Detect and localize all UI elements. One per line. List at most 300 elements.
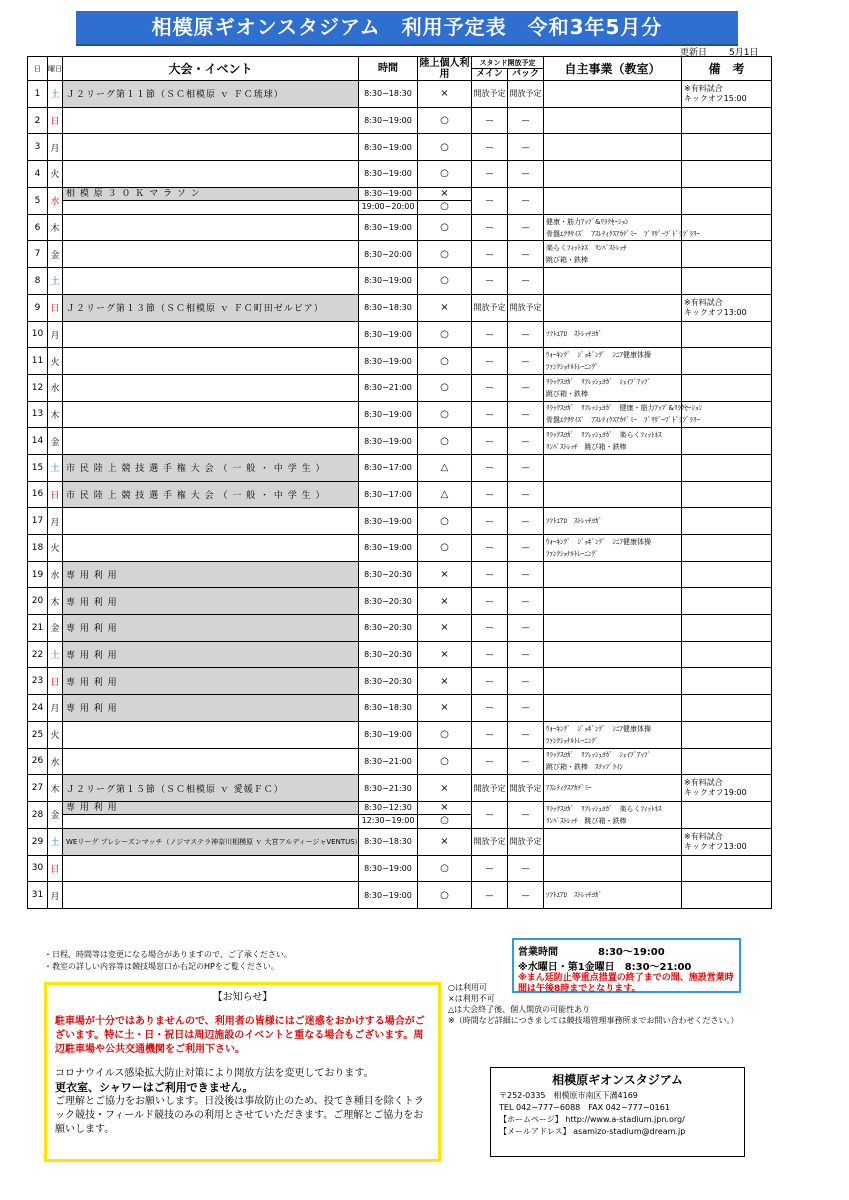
individual-cell: ○: [418, 721, 472, 748]
hours-value: 8:30〜19:00: [598, 947, 665, 958]
event-cell: [63, 107, 359, 134]
day-cell: 14: [28, 428, 48, 455]
legend: [448, 982, 739, 1026]
time-value: 8:30−19:00: [364, 188, 412, 198]
day-cell: 15: [28, 454, 48, 481]
remarks-cell: [682, 481, 772, 508]
event-cell: 専 用 利 用: [63, 668, 359, 695]
time-cell: 8:30−19:00: [359, 161, 418, 188]
remarks-cell: [682, 241, 772, 268]
time-cell: 8:30−20:30: [359, 588, 418, 615]
event-cell: [63, 801, 359, 828]
individual-cell: ×: [418, 588, 472, 615]
event-cell: [63, 428, 359, 455]
time-cell: 8:30−19:00: [359, 428, 418, 455]
individual-cell: ×: [418, 695, 472, 722]
program-line-2: ﾌｧﾝｸｼｮﾅﾙﾄﾚｰﾆﾝｸﾞ: [546, 363, 599, 372]
day-cell: 7: [28, 241, 48, 268]
table-row: [28, 855, 772, 882]
remarks-cell: [682, 187, 772, 214]
stand-main-cell: 開放予定: [472, 775, 508, 802]
stand-main-cell: —: [472, 161, 508, 188]
stand-back-cell: —: [508, 508, 544, 535]
program-cell: [544, 241, 682, 268]
individual-cell: ×: [418, 775, 472, 802]
day-cell: 2: [28, 107, 48, 134]
legend-item: ○は利用可: [448, 983, 487, 992]
program-cell: [544, 187, 682, 214]
event-cell: 専 用 利 用: [63, 695, 359, 722]
program-line-2: 跳び箱・鉄棒 ｽﾃｯﾌﾟﾗｲﾝ: [546, 763, 623, 772]
remarks-cell: [682, 134, 772, 161]
stand-back-cell: 開放予定: [508, 828, 544, 855]
event-cell: 専 用 利 用: [63, 561, 359, 588]
day-cell: 17: [28, 508, 48, 535]
event-cell: 専 用 利 用: [63, 641, 359, 668]
header-main: メイン: [472, 69, 508, 81]
program-cell: [544, 401, 702, 428]
remarks-cell: [682, 81, 772, 108]
stand-main-cell: —: [472, 695, 508, 722]
event-cell: [63, 161, 359, 188]
stand-back-cell: 開放予定: [508, 294, 544, 321]
header-day: 日: [28, 57, 48, 81]
footnote-line: ・日程、時間等は変更になる場合がありますので、ご了承ください。: [44, 950, 292, 959]
individual-cell: ×: [418, 615, 472, 642]
dow-cell: 土: [48, 641, 63, 668]
program-line: ｳｫｰｷﾝｸﾞ ｼﾞｮｷﾞﾝｸﾞ ｼﾆｱ健康体操: [546, 351, 651, 360]
program-cell: [544, 508, 682, 535]
table-row: [28, 348, 772, 375]
stand-back-cell: —: [508, 721, 544, 748]
table-row: [28, 668, 772, 695]
remarks-cell: [682, 695, 772, 722]
remarks-cell: [682, 775, 772, 802]
notice-box: [44, 982, 441, 1162]
table-row: [28, 561, 772, 588]
legend-item: ×は利用不可: [448, 994, 495, 1003]
notice-parking: 駐車場が十分ではありませんので、利用者の皆様にはご迷惑をおかけする場合がございます。特に土・日・祝日は周辺施設のイベントと重なる場合もございます。周辺駐車場や公共交通機関をご利用下さい。: [55, 1016, 425, 1055]
table-row: [28, 134, 772, 161]
stand-main-cell: —: [472, 374, 508, 401]
dow-cell: 金: [48, 801, 63, 828]
stand-main-cell: —: [472, 641, 508, 668]
event-cell: Ｊ２リーグ第１１節（ＳＣ相模原 ｖ ＦＣ琉球）: [63, 81, 359, 108]
time-cell: 8:30−18:30: [359, 828, 418, 855]
hours-warning: ※まん延防止等重点措置の終了までの間、施設営業時間は午後8時までとなります。: [518, 973, 734, 994]
program-line: ｿﾌﾄｴｱﾛ ｽﾄﾚｯﾁﾖｶﾞ: [546, 891, 602, 900]
dow-cell: 日: [48, 855, 63, 882]
day-cell: 31: [28, 882, 48, 909]
footnote-line: ・教室の詳しい内容等は競技場窓口か右記のHPをご覧ください。: [44, 962, 279, 971]
program-line: 楽らくﾌｨｯﾄﾈｽ ﾘﾝﾊﾟｽﾄﾚｯﾁ: [546, 244, 627, 253]
table-row: [28, 481, 772, 508]
stand-main-cell: —: [472, 748, 508, 775]
time-value-2: 12:30−19:00: [359, 814, 417, 828]
stand-main-cell: —: [472, 187, 508, 214]
individual-cell: ×: [418, 828, 472, 855]
individual-cell: ×: [418, 81, 472, 108]
dow-cell: 火: [48, 161, 63, 188]
event-cell: [63, 241, 359, 268]
stand-back-cell: —: [508, 321, 544, 348]
stand-back-cell: —: [508, 641, 544, 668]
table-row: [28, 107, 772, 134]
event-cell: Ｊ２リーグ第１５節（ＳＣ相模原 ｖ 愛媛ＦＣ）: [63, 775, 359, 802]
individual-cell: ○: [418, 348, 472, 375]
stand-main-cell: —: [472, 107, 508, 134]
time-cell: 8:30−19:00: [359, 855, 418, 882]
stand-main-cell: —: [472, 801, 508, 828]
remarks-line-2: キックオフ13:00: [684, 841, 747, 851]
program-cell: [544, 641, 682, 668]
individual-mark-2: ○: [418, 814, 471, 828]
day-cell: 29: [28, 828, 48, 855]
hours-label-2: ※水曜日・第1金曜日: [518, 962, 615, 973]
stand-main-cell: —: [472, 454, 508, 481]
stand-back-cell: 開放予定: [508, 775, 544, 802]
program-line: ｱｽﾚﾃｨｸｽｱｶﾃﾞﾐｰ: [546, 784, 592, 793]
program-cell: [544, 481, 682, 508]
program-line: ﾘﾗｯｸｽﾖｶﾞ ﾘﾌﾚｯｼｭﾖｶﾞ 健康・筋力ｱｯﾌﾟ&ﾘﾗｸｾｰｼｮﾝ: [546, 404, 702, 413]
dow-cell: 月: [48, 508, 63, 535]
notice-title: 【お知らせ】: [212, 992, 273, 1003]
stand-back-cell: —: [508, 214, 544, 241]
remarks-line: ※有料試合: [684, 778, 723, 788]
dow-cell: 月: [48, 321, 63, 348]
program-cell: [544, 268, 682, 295]
table-row: [28, 882, 772, 909]
hours-label: 営業時間: [518, 947, 558, 958]
dow-cell: 日: [48, 481, 63, 508]
homepage-link[interactable]: 【ホームページ】 http://www.a-stadium.jpn.org/: [499, 1115, 685, 1124]
event-cell: WEリーグ プレシーズンマッチ（ノジマステラ神奈川相模原 ｖ 大宮アルディージャVENTUS）: [63, 828, 359, 855]
program-line-2: ﾘﾝﾊﾟｽﾄﾚｯﾁ 跳び箱・鉄棒: [546, 816, 627, 825]
remarks-cell: [682, 828, 772, 855]
stand-main-cell: —: [472, 855, 508, 882]
email-link[interactable]: 【メールアドレス】 asamizo-stadium@dream.jp: [499, 1127, 686, 1136]
day-cell: 4: [28, 161, 48, 188]
stand-main-cell: —: [472, 134, 508, 161]
dow-cell: 金: [48, 615, 63, 642]
program-cell: [544, 615, 682, 642]
program-cell: [544, 775, 682, 802]
program-line: ﾘﾗｯｸｽﾖｶﾞ ﾘﾌﾚｯｼｭﾖｶﾞ ｼｪｲﾌﾟｱｯﾌﾟ: [546, 751, 651, 760]
event-name: 専 用 利 用: [63, 802, 358, 815]
program-cell: [544, 348, 682, 375]
event-cell: [63, 535, 359, 562]
individual-cell: ○: [418, 214, 472, 241]
day-cell: 27: [28, 775, 48, 802]
stand-back-cell: 開放予定: [508, 81, 544, 108]
remarks-cell: [682, 721, 772, 748]
stand-main-cell: —: [472, 721, 508, 748]
dow-cell: 火: [48, 721, 63, 748]
individual-cell: ○: [418, 134, 472, 161]
day-cell: 30: [28, 855, 48, 882]
individual-cell: △: [418, 481, 472, 508]
program-line: ﾘﾗｯｸｽﾖｶﾞ ﾘﾌﾚｯｼｭﾖｶﾞ 楽らくﾌｨｯﾄﾈｽ: [546, 804, 662, 813]
program-cell: [544, 107, 682, 134]
remarks-line-2: キックオフ19:00: [684, 788, 747, 798]
header-dow: 曜日: [48, 57, 63, 81]
program-cell: [544, 161, 682, 188]
dow-cell: 水: [48, 748, 63, 775]
event-empty: [63, 814, 358, 828]
remarks-cell: [682, 268, 772, 295]
program-line-2: 跳び箱・鉄棒: [546, 389, 588, 398]
stand-back-cell: —: [508, 588, 544, 615]
time-cell: 8:30−19:00: [359, 535, 418, 562]
day-cell: 1: [28, 81, 48, 108]
day-cell: 12: [28, 374, 48, 401]
day-cell: 25: [28, 721, 48, 748]
table-row: [28, 241, 772, 268]
dow-cell: 土: [48, 828, 63, 855]
stand-main-cell: —: [472, 428, 508, 455]
stand-main-cell: —: [472, 214, 508, 241]
table-row: [28, 535, 772, 562]
day-cell: 5: [28, 187, 48, 214]
schedule-table: [27, 56, 772, 909]
remarks-cell: [682, 561, 772, 588]
time-cell: [359, 801, 418, 828]
day-cell: 8: [28, 268, 48, 295]
remarks-cell: [682, 454, 772, 481]
stand-back-cell: —: [508, 882, 544, 909]
stand-back-cell: —: [508, 561, 544, 588]
dow-cell: 金: [48, 428, 63, 455]
event-cell: [63, 882, 359, 909]
address: 〒252-0335 相模原市南区下溝4169: [499, 1091, 638, 1100]
event-name: 相 模 原 ３ ０ Ｋ マ ラ ソ ン: [63, 188, 358, 201]
event-cell: 市 民 陸 上 競 技 選 手 権 大 会 （ 一 般 ・ 中 学 生 ）: [63, 454, 359, 481]
program-line: 健康・筋力ｱｯﾌﾟ&ﾘﾗｸｾｰｼｮﾝ: [546, 217, 629, 226]
remarks-cell: [682, 508, 772, 535]
table-row: [28, 508, 772, 535]
stand-back-cell: —: [508, 187, 544, 214]
program-cell: [544, 748, 682, 775]
program-cell: [544, 588, 682, 615]
day-cell: 18: [28, 535, 48, 562]
program-line-2: ﾘﾝﾊﾟｽﾄﾚｯﾁ 跳び箱・鉄棒: [546, 443, 627, 452]
hours-value-2: 8:30〜21:00: [624, 962, 692, 973]
program-cell: [544, 801, 682, 828]
individual-cell: ×: [418, 294, 472, 321]
program-line: ｳｫｰｷﾝｸﾞ ｼﾞｮｷﾞﾝｸﾞ ｼﾆｱ健康体操: [546, 537, 651, 546]
day-cell: 28: [28, 801, 48, 828]
program-cell: [544, 828, 682, 855]
program-cell: [544, 214, 700, 241]
program-cell: [544, 535, 682, 562]
header-back: バック: [508, 69, 544, 81]
table-row: [28, 615, 772, 642]
event-empty: [63, 200, 358, 214]
time-cell: 8:30−19:00: [359, 214, 418, 241]
table-row: [28, 588, 772, 615]
time-cell: 8:30−20:30: [359, 668, 418, 695]
stand-main-cell: —: [472, 268, 508, 295]
event-cell: [63, 508, 359, 535]
stand-main-cell: —: [472, 535, 508, 562]
notice-cooperation: ご理解とご協力をお願いします。日没後は事故防止のため、投てき種目を除くトラック競技・フィールド競技のみの利用とさせていただきます。ご理解とご協力をお願いします。: [55, 1096, 424, 1135]
time-cell: 8:30−21:00: [359, 374, 418, 401]
individual-cell: [418, 187, 472, 214]
remarks-cell: [682, 882, 772, 909]
header-event: 大会・イベント: [63, 57, 359, 81]
event-cell: [63, 214, 359, 241]
time-cell: 8:30−21:00: [359, 748, 418, 775]
event-cell: [63, 134, 359, 161]
time-value-2: 19:00−20:00: [359, 200, 417, 214]
stand-back-cell: —: [508, 454, 544, 481]
remarks-cell: [682, 668, 772, 695]
individual-mark: ×: [440, 187, 449, 199]
stand-back-cell: —: [508, 241, 544, 268]
remarks-cell: [682, 428, 772, 455]
individual-cell: ○: [418, 428, 472, 455]
time-cell: 8:30−20:00: [359, 241, 418, 268]
event-cell: 専 用 利 用: [63, 588, 359, 615]
stand-back-cell: —: [508, 695, 544, 722]
table-row: [28, 775, 772, 802]
table-row: [28, 214, 772, 241]
remarks-cell: [682, 615, 772, 642]
individual-cell: ○: [418, 268, 472, 295]
individual-cell: △: [418, 454, 472, 481]
day-cell: 22: [28, 641, 48, 668]
program-line: ｿﾌﾄｴｱﾛ ｽﾄﾚｯﾁﾖｶﾞ: [546, 517, 602, 526]
program-cell: [544, 81, 682, 108]
stand-back-cell: —: [508, 268, 544, 295]
program-line: ﾘﾗｯｸｽﾖｶﾞ ﾘﾌﾚｯｼｭﾖｶﾞ ｼｪｲﾌﾟｱｯﾌﾟ: [546, 377, 651, 386]
program-cell: [544, 428, 682, 455]
dow-cell: 月: [48, 882, 63, 909]
event-cell: [63, 855, 359, 882]
facility-name: 相模原ギオンスタジアム: [552, 1073, 683, 1087]
time-cell: 8:30−19:00: [359, 401, 418, 428]
individual-cell: ○: [418, 748, 472, 775]
program-line-2: ﾌｧﾝｸｼｮﾅﾙﾄﾚｰﾆﾝｸﾞ: [546, 549, 599, 558]
header-stand: スタンド開放予定: [472, 57, 544, 69]
event-cell: 市 民 陸 上 競 技 選 手 権 大 会 （ 一 般 ・ 中 学 生 ）: [63, 481, 359, 508]
stand-main-cell: —: [472, 401, 508, 428]
dow-cell: 水: [48, 187, 63, 214]
table-row: [28, 748, 772, 775]
program-cell: [544, 454, 682, 481]
program-line: ｳｫｰｷﾝｸﾞ ｼﾞｮｷﾞﾝｸﾞ ｼﾆｱ健康体操: [546, 724, 651, 733]
dow-cell: 日: [48, 668, 63, 695]
individual-cell: ×: [418, 641, 472, 668]
time-cell: 8:30−19:00: [359, 508, 418, 535]
event-cell: [63, 321, 359, 348]
stand-back-cell: —: [508, 428, 544, 455]
individual-cell: ○: [418, 401, 472, 428]
event-cell: [63, 268, 359, 295]
updated-label: 更新日: [680, 48, 708, 58]
stand-back-cell: —: [508, 134, 544, 161]
updated-value: 5月1日: [729, 48, 759, 58]
remarks-line: ※有料試合: [684, 297, 723, 307]
day-cell: 23: [28, 668, 48, 695]
dow-cell: 木: [48, 401, 63, 428]
stand-back-cell: —: [508, 161, 544, 188]
individual-cell: ○: [418, 882, 472, 909]
table-row: [28, 721, 772, 748]
table-row: [28, 454, 772, 481]
remarks-cell: [682, 321, 772, 348]
stand-back-cell: —: [508, 374, 544, 401]
stand-back-cell: —: [508, 481, 544, 508]
remarks-line: ※有料試合: [684, 83, 723, 93]
remarks-cell: [682, 348, 772, 375]
remarks-cell: [682, 748, 772, 775]
remarks-cell: [682, 374, 772, 401]
stand-back-cell: —: [508, 401, 544, 428]
program-line-2: ﾌｧﾝｸｼｮﾅﾙﾄﾚｰﾆﾝｸﾞ: [546, 736, 599, 745]
time-cell: 8:30−20:30: [359, 615, 418, 642]
day-cell: 19: [28, 561, 48, 588]
legend-item: △は大会終了後、個人開放の可能性あり: [448, 1005, 591, 1014]
dow-cell: 木: [48, 775, 63, 802]
time-cell: 8:30−19:00: [359, 321, 418, 348]
event-cell: [63, 374, 359, 401]
dow-cell: 月: [48, 134, 63, 161]
program-cell: [544, 855, 682, 882]
dow-cell: 金: [48, 241, 63, 268]
stand-main-cell: —: [472, 481, 508, 508]
remarks-cell: [682, 641, 772, 668]
time-cell: 8:30−17:00: [359, 454, 418, 481]
day-cell: 24: [28, 695, 48, 722]
time-cell: [359, 187, 418, 214]
day-cell: 10: [28, 321, 48, 348]
stand-back-cell: —: [508, 855, 544, 882]
table-row: [28, 268, 772, 295]
contact-box: [490, 1067, 745, 1157]
event-cell: [63, 401, 359, 428]
stand-main-cell: 開放予定: [472, 81, 508, 108]
table-row: [28, 401, 772, 428]
stand-back-cell: —: [508, 107, 544, 134]
remarks-cell: [682, 294, 772, 321]
dow-cell: 火: [48, 348, 63, 375]
individual-cell: ○: [418, 855, 472, 882]
remarks-cell: [682, 161, 772, 188]
stand-back-cell: —: [508, 668, 544, 695]
event-cell: Ｊ２リーグ第１３節（ＳＣ相模原 ｖ ＦＣ町田ゼルビア）: [63, 294, 359, 321]
day-cell: 3: [28, 134, 48, 161]
event-cell: [63, 187, 359, 214]
individual-cell: [418, 801, 472, 828]
program-cell: [544, 668, 682, 695]
table-row: [28, 801, 772, 828]
header-individual: 陸上個人利用: [419, 57, 470, 80]
stand-back-cell: —: [508, 615, 544, 642]
table-row: [28, 81, 772, 108]
individual-cell: ○: [418, 374, 472, 401]
individual-mark: ×: [440, 801, 449, 813]
stand-main-cell: —: [472, 588, 508, 615]
time-cell: 8:30−19:00: [359, 268, 418, 295]
time-cell: 8:30−19:00: [359, 721, 418, 748]
stand-main-cell: —: [472, 668, 508, 695]
program-cell: [544, 134, 682, 161]
program-line: ｿﾌﾄｴｱﾛ ｽﾄﾚｯﾁﾖｶﾞ: [546, 330, 602, 339]
individual-mark-2: ○: [418, 200, 471, 214]
event-cell: [63, 748, 359, 775]
individual-cell: ○: [418, 107, 472, 134]
